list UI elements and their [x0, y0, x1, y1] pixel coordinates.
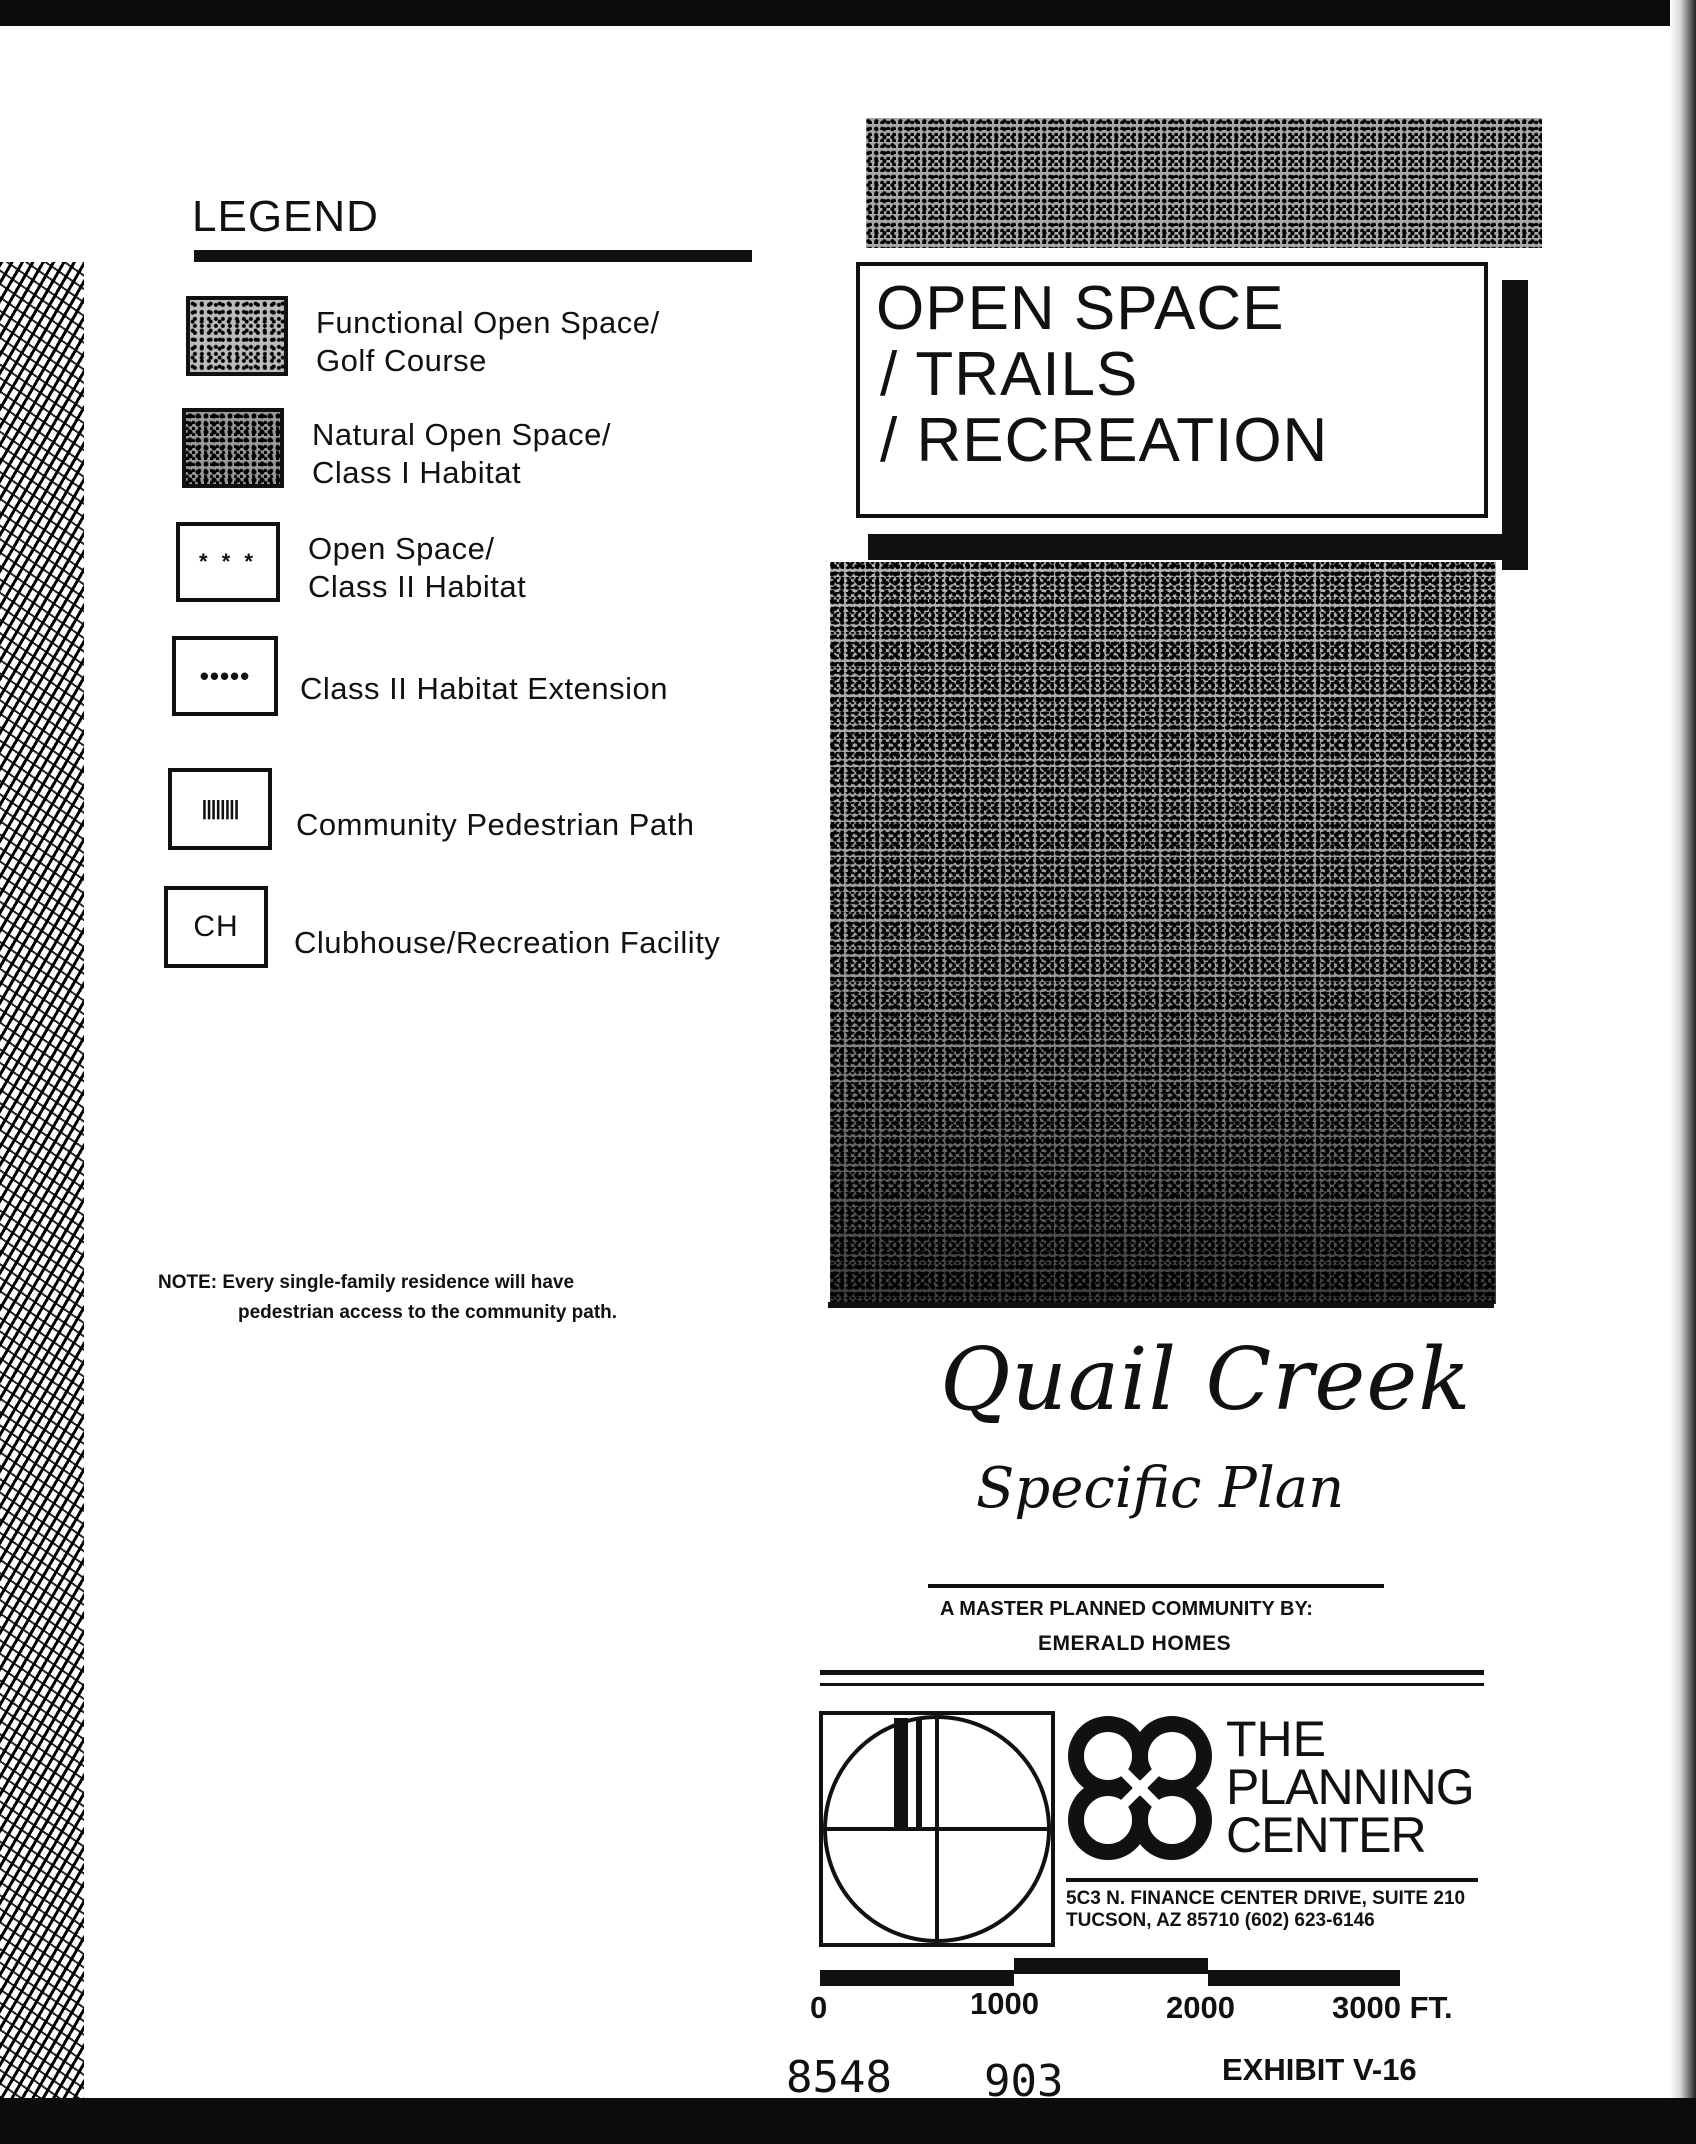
legend-item-pedestrian-path	[296, 806, 694, 844]
plan-name: Specific Plan	[976, 1456, 1345, 1521]
note-text	[158, 1268, 718, 1328]
title-line-trails: / TRAILS	[880, 340, 1139, 409]
scale-bar-segment	[820, 1970, 1014, 1986]
legend-label-line1: Clubhouse/Recreation Facility	[294, 925, 721, 960]
scale-label: 3000 FT.	[1332, 1990, 1453, 2025]
legend-item-clubhouse	[294, 924, 720, 962]
legend-label-line1: Class II Habitat Extension	[300, 671, 668, 706]
scale-bar-segment	[1014, 1958, 1208, 1974]
legend-item-functional-open-space	[316, 304, 660, 380]
title-top-texture	[866, 118, 1542, 248]
functional-open-space-swatch	[186, 296, 288, 376]
planning-center-line1: THE	[1226, 1711, 1326, 1767]
community-by-text: A MASTER PLANNED COMMUNITY BY:	[940, 1598, 1313, 1620]
double-rule	[820, 1670, 1484, 1686]
legend-item-class-ii-habitat	[308, 530, 526, 606]
legend-title: LEGEND	[192, 192, 379, 241]
project-name: Quail Creek	[940, 1330, 1472, 1430]
natural-open-space-swatch	[182, 408, 284, 488]
page-top-edge	[0, 0, 1696, 26]
page-bottom-edge	[0, 2098, 1696, 2144]
title-line-recreation: / RECREATION	[880, 406, 1329, 475]
planning-center-address: 5C3 N. FINANCE CENTER DRIVE, SUITE 210	[1066, 1888, 1466, 1909]
legend-item-habitat-extension	[300, 670, 668, 708]
legend-label-line2: Golf Course	[316, 343, 487, 378]
legend-label-line1: Functional Open Space/	[316, 305, 660, 340]
scale-label: 0	[810, 1990, 828, 2025]
planning-center-rule	[1066, 1878, 1478, 1882]
legend-item-natural-open-space	[312, 416, 611, 492]
clubhouse-swatch: CH	[164, 886, 268, 968]
planning-center-city: TUCSON, AZ 85710 (602) 623-6146	[1066, 1910, 1375, 1931]
page-right-edge	[1670, 0, 1696, 2144]
note-line2: pedestrian access to the community path.	[238, 1302, 618, 1323]
panel-baseline	[828, 1302, 1494, 1308]
habitat-extension-swatch: •••••	[172, 636, 278, 716]
document-number: 8548	[786, 2052, 892, 2103]
scale-bar-segment	[1208, 1970, 1400, 1986]
note-line1: NOTE: Every single-family residence will have	[158, 1272, 575, 1293]
title-line-open-space: OPEN SPACE	[876, 274, 1285, 343]
planning-center-line2: PLANNING	[1226, 1759, 1474, 1815]
document-page-number: 903	[984, 2056, 1064, 2107]
builder-name: EMERALD HOMES	[1038, 1632, 1232, 1655]
brand-rule	[928, 1584, 1384, 1588]
planning-center-logo-icon	[1064, 1716, 1216, 1860]
legend-label-line1: Natural Open Space/	[312, 417, 612, 452]
planning-center-line3: CENTER	[1226, 1807, 1426, 1863]
legend-label-line2: Class I Habitat	[312, 455, 522, 490]
scale-label: 2000	[1166, 1990, 1235, 2025]
scale-label: 1000	[970, 1986, 1039, 2021]
legend-label-line1: Community Pedestrian Path	[296, 807, 695, 842]
legend-label-line1: Open Space/	[308, 531, 495, 566]
aerial-texture-panel	[830, 562, 1496, 1304]
title-box-bottom-bar	[868, 534, 1528, 560]
map-edge-strip	[0, 262, 84, 2098]
legend-rule	[194, 250, 752, 262]
pedestrian-path-swatch: ||||||||	[168, 768, 272, 850]
exhibit-title-box	[856, 262, 1488, 518]
class-ii-habitat-swatch: * * *	[176, 522, 280, 602]
exhibit-label: EXHIBIT V-16	[1222, 2052, 1417, 2087]
legend-label-line2: Class II Habitat	[308, 569, 527, 604]
title-box-shadow	[1502, 280, 1528, 570]
circle-emblem-icon	[818, 1710, 1056, 1948]
